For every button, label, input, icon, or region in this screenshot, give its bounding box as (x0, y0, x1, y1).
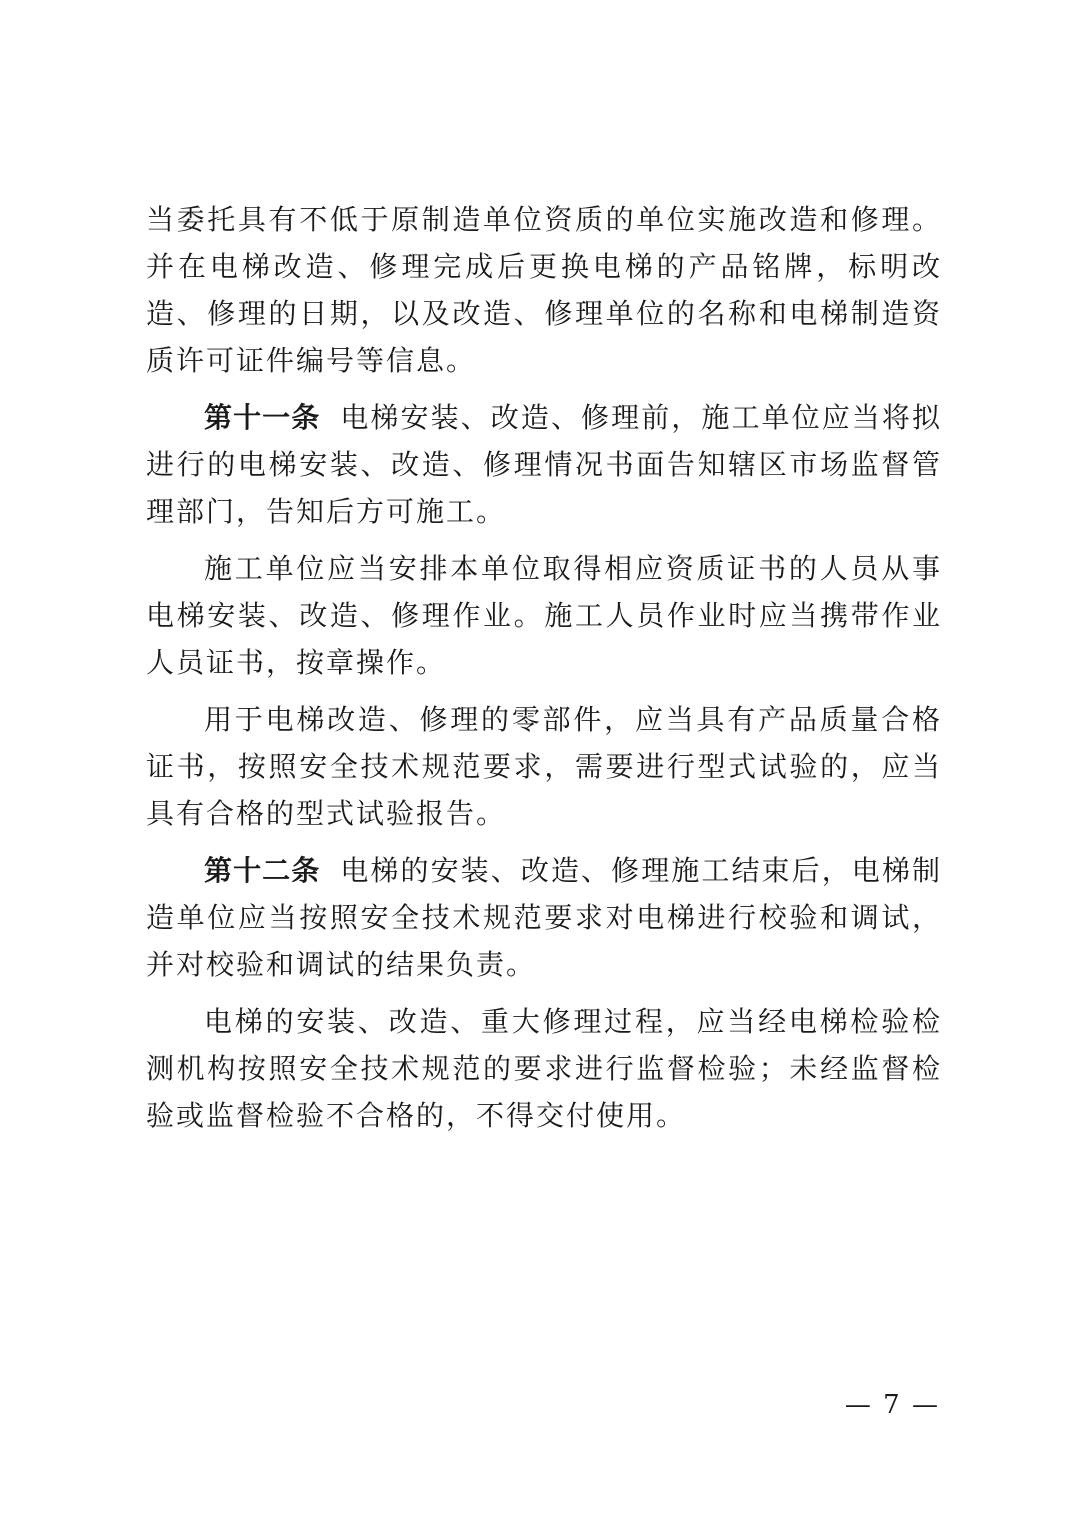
document-body (146, 196, 942, 1149)
paragraph-text: 施工单位应当安排本单位取得相应资质证书的人员从事电梯安装、改造、修理作业。施工人员作业时应当携带作业人员证书，按章操作。 (146, 552, 942, 679)
article-heading: 第十二条 (204, 854, 321, 887)
paragraph (146, 696, 942, 837)
paragraph-text: 电梯安装、改造、修理前，施工单位应当将拟进行的电梯安装、改造、修理情况书面告知辖区市场监督管理部门，告知后方可施工。 (146, 401, 942, 528)
paragraph-text: 用于电梯改造、修理的零部件，应当具有产品质量合格证书，按照安全技术规范要求，需要进行型式试验的，应当具有合格的型式试验报告。 (146, 703, 942, 830)
paragraph-continuation (146, 196, 942, 384)
article-12-paragraph (146, 847, 942, 988)
paragraph-text: 当委托具有不低于原制造单位资质的单位实施改造和修理。并在电梯改造、修理完成后更换电梯的产品铭牌，标明改造、修理的日期，以及改造、修理单位的名称和电梯制造资质许可证件编号等信息。 (146, 203, 942, 377)
article-11-paragraph (146, 394, 942, 535)
paragraph-text: 电梯的安装、改造、修理施工结束后，电梯制造单位应当按照安全技术规范要求对电梯进行校验和调试，并对校验和调试的结果负责。 (146, 854, 942, 981)
article-heading: 第十一条 (204, 401, 321, 434)
paragraph (146, 545, 942, 686)
paragraph (146, 998, 942, 1139)
paragraph-text: 电梯的安装、改造、重大修理过程，应当经电梯检验检测机构按照安全技术规范的要求进行监督检验；未经监督检验或监督检验不合格的，不得交付使用。 (146, 1005, 942, 1132)
page-number: — 7 — (844, 1390, 940, 1420)
